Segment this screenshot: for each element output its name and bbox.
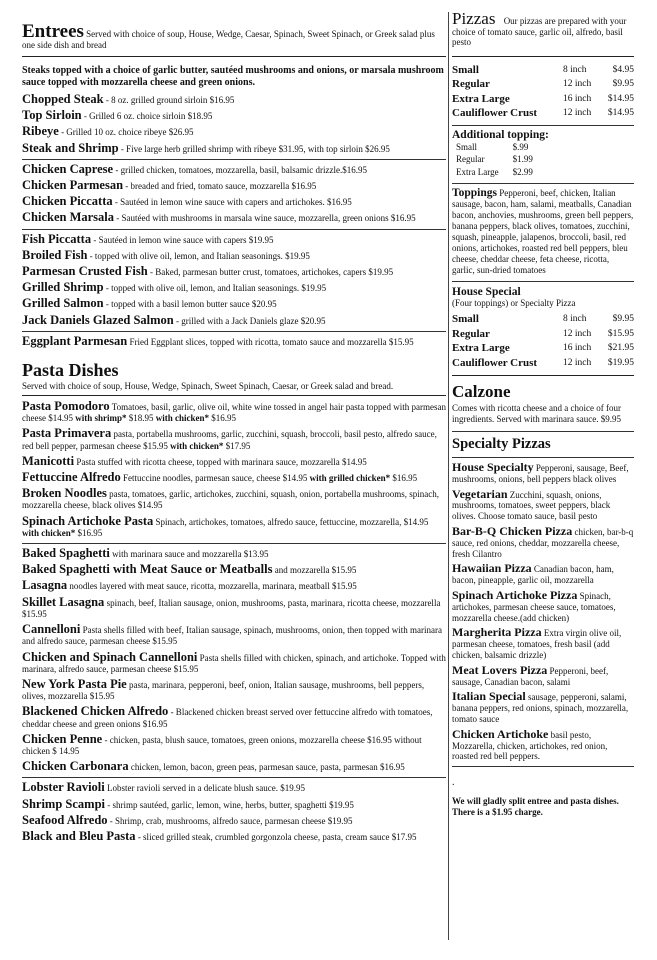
item-addon-price: $16.95 <box>209 413 237 424</box>
calzone-title: Calzone <box>452 382 511 401</box>
item-name: House Specialty <box>452 460 534 474</box>
item-description: - grilled chicken, tomatoes, mozzarella, basil, balsamic drizzle.$16.95 <box>113 164 368 175</box>
split-charge-note: We will gladly split entree and pasta dishes. There is a $1.95 charge. <box>452 796 619 818</box>
item-name: Chicken Penne <box>22 731 103 746</box>
item-description: - topped with olive oil, lemon, and Italian seasonings. $19.95 <box>87 250 310 261</box>
menu-item <box>22 564 446 576</box>
topping-price: $1.99 <box>512 154 533 164</box>
item-description: - Grilled 6 oz. choice sirloin $18.95 <box>81 111 213 122</box>
item-description: with marinara sauce and mozzarella $13.95 <box>109 549 269 560</box>
item-description: - topped with a basil lemon butter sauce $20.95 <box>103 299 277 310</box>
item-name: Chicken Parmesan <box>22 178 124 193</box>
item-description: pasta, portabella mushrooms, garlic, zucchini, squash, broccoli, basil pesto, alfredo sauce, red bell pepper, parmesan cheese $15.95 <box>22 429 437 451</box>
item-name: Fish Piccatta <box>22 231 92 246</box>
item-description: Pepperoni, beef, sausage, Canadian bacon, salami <box>452 665 609 687</box>
menu-item <box>22 126 446 138</box>
item-name: Chicken Piccatta <box>22 194 113 209</box>
item-name: Spinach Artichoke Pasta <box>22 513 154 528</box>
size-row <box>452 356 634 371</box>
menu-item <box>22 161 446 176</box>
menu-item <box>22 488 446 511</box>
additional-topping-title: Additional topping: <box>452 128 549 141</box>
menu-item <box>22 401 446 424</box>
entrees-title: Entrees <box>22 21 84 42</box>
item-description: - Sautéed with mushrooms in marsala wine sauce, mozzarella, green onions $16.95 <box>114 213 416 224</box>
item-description: pasta, tomatoes, garlic, artichokes, zucchini, squash, onion, portabella mushrooms, spinach, mozzarella cheese, black olives $14.95 <box>22 489 440 511</box>
item-description: - Shrimp, crab, mushrooms, alfredo sauce, parmesan cheese $19.95 <box>107 815 353 826</box>
size-row <box>452 312 634 327</box>
item-name: Fettuccine Alfredo <box>22 470 121 485</box>
menu-item <box>22 624 446 647</box>
item-description: - 8 oz. grilled ground sirloin $16.95 <box>103 95 235 105</box>
calzone-text: Comes with ricotta cheese and a choice of four ingredients. Served with marinara sauce. $9.95 <box>452 403 621 424</box>
item-description: Pasta shells filled with chicken, spinach, and artichoke. Topped with marinara, alfredo sauce, parmesan cheese $15.95 <box>22 652 446 674</box>
menu-item <box>22 706 446 729</box>
toppings-title: Toppings <box>452 187 497 199</box>
pizzas-subtitle: Our pizzas are prepared with your choice of tomato sauce, garlic oil, alfredo, basil pesto <box>452 16 627 47</box>
topping-price: $.99 <box>512 141 529 152</box>
item-description: basil pesto, Mozzarella, chicken, artichokes, red onion, roasted red bell peppers. <box>452 729 608 762</box>
menu-item <box>22 676 446 702</box>
item-addon: with shrimp* <box>75 413 127 424</box>
specialty-pizza-item <box>452 726 634 762</box>
item-addon-price: $18.95 <box>126 413 156 424</box>
menu-item <box>22 761 446 773</box>
size-inches: 12 inch <box>563 108 592 118</box>
item-name: Shrimp Scampi <box>22 796 106 811</box>
menu-item <box>22 231 446 246</box>
item-name: New York Pasta Pie <box>22 676 127 691</box>
item-name: Chicken Marsala <box>22 210 115 225</box>
item-description: and mozzarella $15.95 <box>272 565 357 576</box>
menu-item <box>22 180 446 192</box>
right-column <box>452 9 634 818</box>
item-name: Chicken and Spinach Cannelloni <box>22 649 198 664</box>
size-inches: 12 inch <box>563 357 592 368</box>
specialty-pizza-item <box>452 563 634 586</box>
item-description: Extra virgin olive oil, parmesan cheese, tomatoes, fresh basil (add chicken, balsamic drizzle) <box>452 628 622 660</box>
size-inches: 16 inch <box>563 93 592 104</box>
item-description: Fettuccine noodles, parmesan sauce, cheese $14.95 <box>120 473 310 484</box>
divider <box>22 543 446 544</box>
item-name: Eggplant Parmesan <box>22 333 128 348</box>
size-price: $21.95 <box>607 343 634 353</box>
pizzas-title: Pizzas <box>452 9 496 28</box>
item-name: Spinach Artichoke Pizza <box>452 587 578 602</box>
toppings-list: Pepperoni, beef, chicken, Italian sausage, bacon, ham, salami, meatballs, Canadian bacon, anchovies, mushrooms, green bell peppers, banana peppers, black olives, tomatoes, zucchini, squash, pineapple, jalapenos, broccoli, basil, red onions, artichokes, roasted red bell peppers, bleu cheese, cheddar cheese, feta cheese, ricotta, garlic, sun-dried tomatoes <box>452 188 634 275</box>
specialty-pizza-item <box>452 691 634 724</box>
item-name: Skillet Lasagna <box>22 594 105 609</box>
menu-item <box>22 94 446 106</box>
specialty-pizza-item <box>452 587 634 623</box>
item-description: Pasta shells filled with beef, Italian sausage, spinach, mushrooms, onion, then topped with marinara and alfredo sauce, parmesan cheese $15.95 <box>22 625 443 647</box>
size-name: Small <box>452 313 479 325</box>
menu-item <box>22 110 446 122</box>
item-description: - breaded and fried, tomato sauce, mozzarella $16.95 <box>123 181 317 192</box>
item-description: noodles layered with meat sauce, ricotta, mozzarella, marinara, meatball $15.95 <box>67 581 357 592</box>
size-name: Cauliflower Crust <box>452 107 538 119</box>
item-description: Pepperoni, sausage, Beef, mushrooms, onions, bell peppers black olives <box>452 463 629 484</box>
topping-price-row <box>456 153 547 166</box>
divider <box>22 395 446 396</box>
divider <box>22 331 446 332</box>
size-price: $14.95 <box>607 108 634 118</box>
divider <box>22 159 446 160</box>
item-name: Chopped Steak <box>22 92 104 106</box>
item-name: Steak and Shrimp <box>22 140 119 155</box>
item-name: Broiled Fish <box>22 247 88 262</box>
item-description: chicken, bar-b-q sauce, red onions, cheddar, mozzarella cheese, fresh Cilantro <box>452 526 634 559</box>
size-price: $14.95 <box>607 93 634 104</box>
size-row <box>452 341 634 356</box>
item-name: Chicken Artichoke <box>452 726 549 741</box>
pasta-subtitle: Served with choice of soup, House, Wedge, Spinach, Sweet Spinach, Caesar, or Greek salad and bread. <box>22 381 394 392</box>
pasta-list <box>22 401 446 843</box>
item-description: - shrimp sautéed, garlic, lemon, wine, herbs, butter, spaghetti $19.95 <box>105 799 354 810</box>
item-name: Cannelloni <box>22 622 81 637</box>
size-price: $19.95 <box>607 357 634 368</box>
left-column <box>22 21 446 847</box>
item-name: Vegetarian <box>452 486 508 501</box>
item-name: Black and Bleu Pasta <box>22 828 136 843</box>
item-description: Fried Eggplant slices, topped with ricotta, tomato sauce and mozzarella $15.95 <box>127 336 414 347</box>
item-addon: with chicken* <box>170 440 224 451</box>
topping-size: Regular <box>456 154 485 164</box>
item-addon-price: $17.95 <box>223 440 251 451</box>
item-name: Lasagna <box>22 578 68 593</box>
item-name: Pasta Primavera <box>22 426 112 441</box>
item-description: spinach, beef, Italian sausage, onion, mushrooms, pasta, marinara, ricotta cheese, mozzarella $15.95 <box>22 597 441 619</box>
item-description: Spinach, artichokes, tomatoes, alfredo sauce, fettuccine, mozzarella, $14.95 <box>153 516 429 527</box>
menu-item <box>22 282 446 294</box>
size-row <box>452 106 634 121</box>
divider <box>452 431 634 432</box>
menu-item <box>22 812 446 827</box>
divider <box>452 281 634 282</box>
menu-item <box>22 731 446 757</box>
menu-item <box>22 247 446 262</box>
size-name: Small <box>452 63 479 76</box>
menu-item <box>22 594 446 620</box>
item-name: Grilled Shrimp <box>22 280 104 295</box>
toppings-block <box>452 188 634 276</box>
pizza-size-table <box>452 63 634 121</box>
size-price: $15.95 <box>607 328 634 339</box>
house-special-title: House Special <box>452 286 521 298</box>
menu-item <box>22 472 446 484</box>
size-row <box>452 63 634 78</box>
item-name: Seafood Alfredo <box>22 812 108 827</box>
size-inches: 12 inch <box>563 79 592 89</box>
size-name: Regular <box>452 78 490 90</box>
menu-item <box>22 312 446 327</box>
specialty-list <box>452 462 634 762</box>
menu-item <box>22 428 446 451</box>
steak-note: Steaks topped with a choice of garlic butter, sautéed mushrooms and onions, or marsala mushroom sauce topped with mozzarella cheese and green onions. <box>22 65 444 88</box>
additional-topping-table <box>456 141 547 179</box>
item-description: - Sautéed in lemon wine sauce with capers and artichokes. $16.95 <box>112 197 352 208</box>
item-name: Grilled Salmon <box>22 296 104 311</box>
menu-item <box>22 796 446 811</box>
item-description: - sliced grilled steak, crumbled gorgonzola cheese, pasta, cream sauce $17.95 <box>135 831 417 842</box>
menu-item <box>22 828 446 843</box>
item-description: - Five large herb grilled shrimp with ribeye $31.95, with top sirloin $26.95 <box>118 143 390 154</box>
item-addon: with grilled chicken* <box>309 473 391 484</box>
specialty-pizza-item <box>452 462 634 485</box>
divider <box>22 56 446 57</box>
pizzas-header <box>452 9 634 48</box>
item-addon-price: $16.95 <box>390 473 418 484</box>
size-price: $9.95 <box>612 79 634 89</box>
menu-item <box>22 333 446 348</box>
topping-size: Extra Large <box>456 166 499 177</box>
item-name: Baked Spaghetti with Meat Sauce or Meatballs <box>22 562 273 577</box>
size-inches: 8 inch <box>563 314 587 324</box>
item-addon: with chicken* <box>22 527 76 538</box>
specialty-pizza-item <box>452 523 634 559</box>
item-name: Broken Noodles <box>22 486 107 501</box>
item-description: chicken, lemon, bacon, green peas, parmesan sauce, pasta, parmesan $16.95 <box>128 762 405 773</box>
entrees-header <box>22 21 446 51</box>
specialty-title: Specialty Pizzas <box>452 436 551 452</box>
item-name: Margherita Pizza <box>452 625 542 640</box>
divider <box>452 183 634 184</box>
item-description: Zucchini, squash, onions, mushrooms, tomatoes, sweet peppers, black olives. Choose tomato sauce, basil pesto <box>452 489 611 522</box>
size-row <box>452 77 634 92</box>
size-name: Regular <box>452 327 490 340</box>
size-row <box>452 327 634 342</box>
menu-item <box>22 212 446 224</box>
item-name: Blackened Chicken Alfredo <box>22 704 169 719</box>
menu-item <box>22 513 446 539</box>
item-name: Hawaiian Pizza <box>452 561 532 576</box>
item-name: Meat Lovers Pizza <box>452 662 548 677</box>
topping-size: Small <box>456 141 478 152</box>
menu-item <box>22 580 446 592</box>
item-name: Jack Daniels Glazed Salmon <box>22 312 174 327</box>
item-name: Pasta Pomodoro <box>22 399 110 414</box>
menu-item <box>22 649 446 675</box>
item-name: Chicken Caprese <box>22 161 114 176</box>
specialty-pizza-item <box>452 662 634 688</box>
item-addon-price: $16.95 <box>75 527 103 538</box>
menu-item <box>22 196 446 208</box>
size-row <box>452 92 634 107</box>
house-special-size-table <box>452 312 634 370</box>
size-price: $9.95 <box>612 314 634 324</box>
item-name: Lobster Ravioli <box>22 780 105 795</box>
size-name: Extra Large <box>452 342 510 354</box>
menu-item <box>22 298 446 310</box>
entrees-subtitle: Served with choice of soup, House, Wedge, Caesar, Spinach, Sweet Spinach, or Greek salad plus one side dish and bread <box>22 29 435 50</box>
divider <box>452 375 634 376</box>
divider <box>22 229 446 230</box>
specialty-pizza-item <box>452 627 634 660</box>
size-inches: 16 inch <box>563 343 592 353</box>
item-description: Tomatoes, basil, garlic, olive oil, white wine tossed in angel hair pasta topped with parmesan cheese $14.95 <box>22 402 446 424</box>
house-special-note: (Four toppings) or Specialty Pizza <box>452 298 576 308</box>
divider <box>452 457 634 458</box>
size-price: $4.95 <box>612 64 634 75</box>
item-description: Lobster ravioli served in a delicate blush sauce. $19.95 <box>104 783 305 794</box>
footer-dot: . <box>452 777 455 789</box>
divider <box>452 125 634 126</box>
pasta-header <box>22 360 446 392</box>
size-inches: 12 inch <box>563 328 592 339</box>
item-description: Canadian bacon, ham, bacon, pineapple, garlic oil, mozzarella <box>452 564 614 586</box>
size-name: Extra Large <box>452 92 510 105</box>
specialty-pizza-item <box>452 486 634 522</box>
item-description: Pasta stuffed with ricotta cheese, topped with marinara sauce, mozzarella $14.95 <box>74 456 367 467</box>
divider <box>22 777 446 778</box>
menu-item <box>22 453 446 468</box>
entree-list <box>22 94 446 348</box>
item-description: - Baked, parmesan butter crust, tomatoes, artichokes, capers $19.95 <box>147 267 394 278</box>
item-description: - topped with olive oil, lemon, and Italian seasonings. $19.95 <box>103 283 327 294</box>
item-description: - Sautéed in lemon wine sauce with capers $19.95 <box>91 234 274 245</box>
item-description: pasta, marinara, pepperoni, beef, onion, Italian sausage, mushrooms, bell peppers, olives, mozzarella $15.95 <box>22 679 425 702</box>
item-description: - chicken, pasta, blush sauce, tomatoes, green onions, mozzarella cheese $16.95 without chicken $ 14.95 <box>22 734 422 756</box>
menu-item <box>22 266 446 278</box>
item-name: Parmesan Crusted Fish <box>22 264 148 279</box>
size-name: Cauliflower Crust <box>452 356 538 369</box>
item-name: Chicken Carbonara <box>22 759 129 774</box>
menu-item <box>22 782 446 794</box>
item-name: Manicotti <box>22 453 75 468</box>
menu-item <box>22 140 446 155</box>
topping-price-row <box>456 141 547 154</box>
divider <box>452 766 634 767</box>
item-description: - Blackened chicken breast served over fettuccine alfredo with tomatoes, cheddar cheese and green onions $16.95 <box>22 707 433 729</box>
menu-item <box>22 548 446 560</box>
item-description: - grilled with a Jack Daniels glaze $20.95 <box>173 315 326 326</box>
column-divider <box>448 12 449 940</box>
pasta-title: Pasta Dishes <box>22 360 119 381</box>
item-name: Bar-B-Q Chicken Pizza <box>452 523 573 538</box>
item-name: Ribeye <box>22 124 59 139</box>
item-addon: with chicken* <box>155 413 210 424</box>
item-name: Baked Spaghetti <box>22 546 110 561</box>
divider <box>452 56 634 57</box>
item-name: Italian Special <box>452 689 526 704</box>
item-description: sausage, pepperoni, salami, banana peppers, red onions, spinach, mozzarella, tomato sauce <box>452 692 629 724</box>
topping-price-row <box>456 166 547 179</box>
item-description: Spinach, artichokes, parmesan cheese sauce, tomatoes, mozzarella cheese.(add chicken) <box>452 590 616 623</box>
size-inches: 8 inch <box>563 64 587 75</box>
topping-price: $2.99 <box>512 166 533 177</box>
item-name: Top Sirloin <box>22 108 82 123</box>
item-description: - Grilled 10 oz. choice ribeye $26.95 <box>58 127 194 138</box>
